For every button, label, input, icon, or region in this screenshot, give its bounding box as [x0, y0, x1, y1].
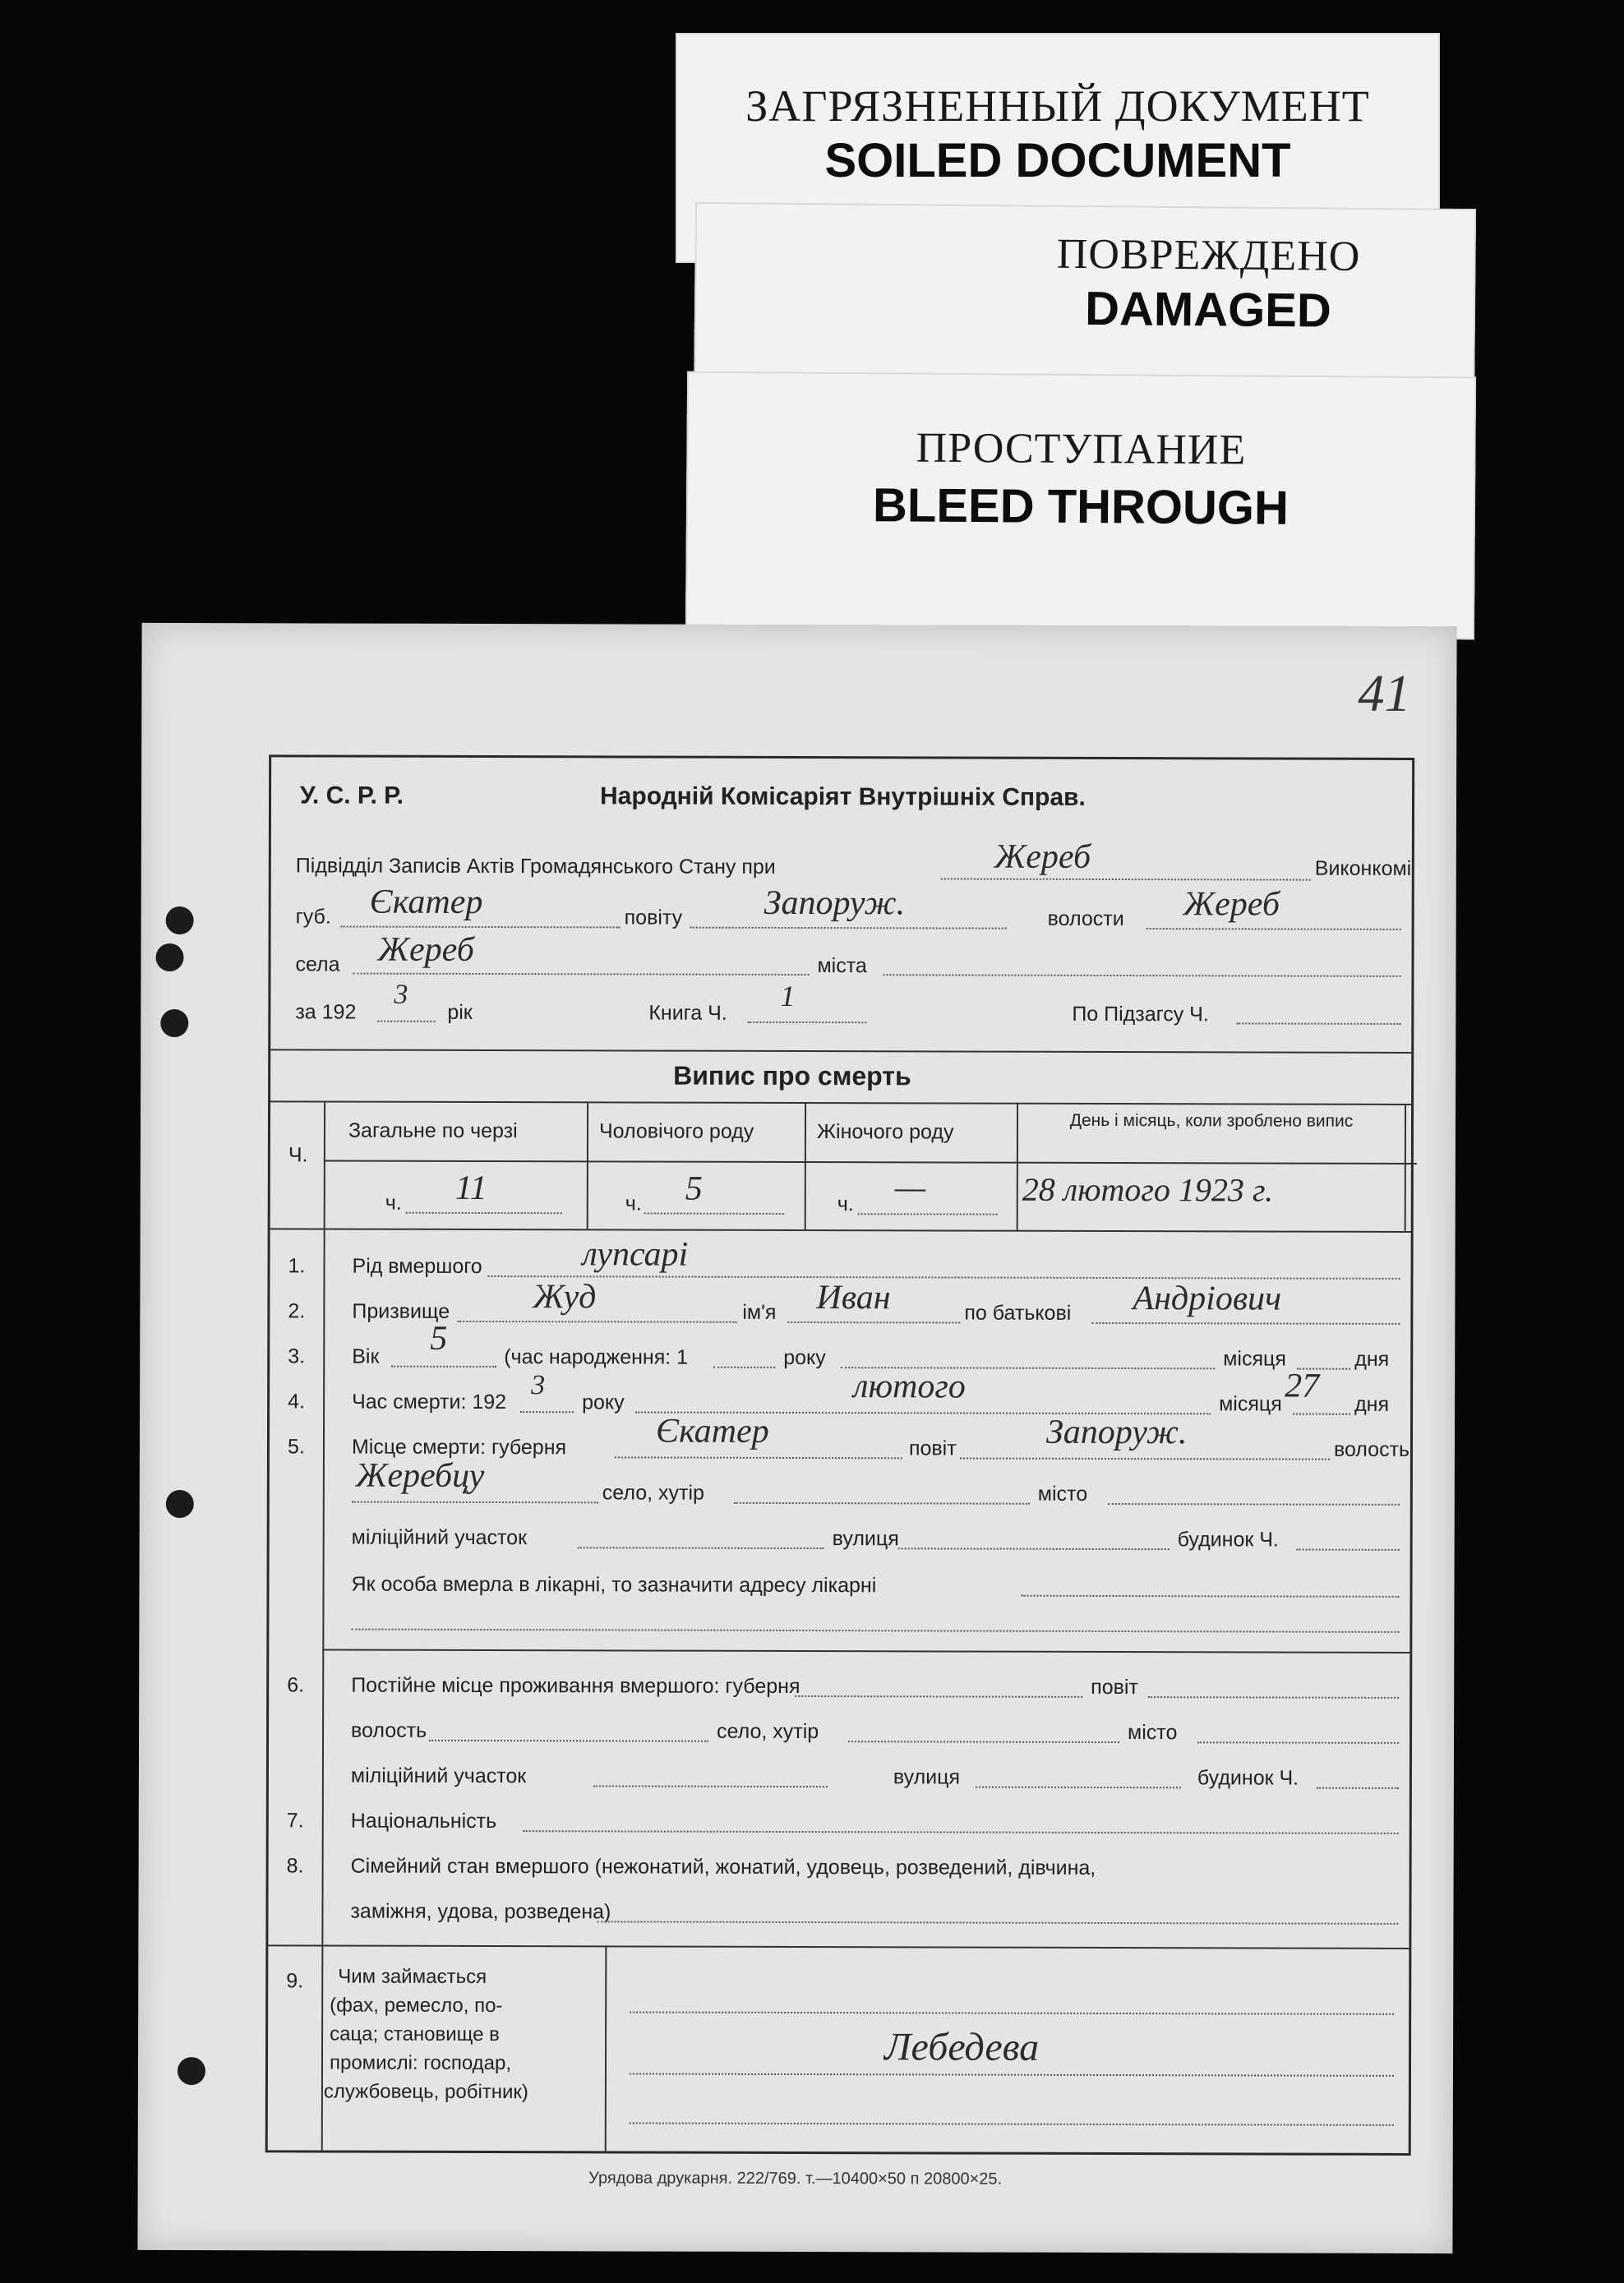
row1-label: Рід вмершого [352, 1254, 482, 1278]
misto-label: місто [1037, 1482, 1088, 1506]
name-label: ім'я [742, 1300, 777, 1324]
name-value: Иван [816, 1279, 891, 1317]
residence-militia-label: міліційний участок [350, 1764, 527, 1788]
book-label: Книга Ч. [648, 1001, 727, 1025]
row-number: 4. [288, 1390, 306, 1414]
birth-year-label: року [783, 1345, 826, 1370]
subdept-label: Підвідділ Записів Актів Громадянського Стану при [295, 854, 776, 879]
volost-label: волости [1047, 906, 1124, 931]
row-number: 7. [286, 1809, 304, 1833]
residence-povit-label: повіт [1091, 1675, 1138, 1700]
punch-hole [160, 1009, 188, 1037]
page-number: 41 [1358, 663, 1411, 722]
death-volost-label: волость [1333, 1437, 1410, 1461]
death-povit-label: повіт [908, 1437, 957, 1460]
v1-label: ч. [385, 1191, 402, 1215]
row-number: 3. [288, 1344, 306, 1368]
marital-status-label-2: заміжня, удова, розведена) [350, 1899, 611, 1924]
residence-misto-label: місто [1128, 1721, 1178, 1745]
age-value: 5 [430, 1319, 448, 1358]
death-place-label: Місце смерти: губерня [351, 1435, 567, 1460]
death-month-value: лютого [853, 1367, 966, 1406]
birth-label: (час народження: 1 [504, 1345, 689, 1369]
surname-label: Призвище [352, 1299, 450, 1323]
death-day-label: дня [1354, 1392, 1390, 1416]
row-number: 6. [287, 1673, 305, 1697]
death-day-value: 27 [1285, 1367, 1320, 1405]
v3-label: ч. [837, 1192, 854, 1216]
house-label: будинок Ч. [1177, 1528, 1279, 1552]
col-female: Жіночого роду [816, 1120, 954, 1144]
volost-value: Жереб [1183, 885, 1280, 924]
surname-value: Жуд [533, 1278, 597, 1317]
occupation-label-3: саца; становище в [330, 2022, 500, 2046]
commissariat-header: Народній Комісаріят Внутрішніх Справ. [600, 782, 1086, 811]
year-value: 3 [394, 979, 408, 1010]
povit-value: Запоруж. [764, 883, 906, 923]
residence-street-label: вулиця [893, 1765, 961, 1789]
col-date: День і місяць, коли зроблено випис [1069, 1110, 1354, 1131]
residence-label: Постійне місце проживання вмершого: губерня [351, 1673, 800, 1699]
document-title: Випис про смерть [673, 1060, 911, 1091]
col-general: Загальне по черзі [348, 1118, 518, 1143]
residence-volost-label: волость [351, 1718, 427, 1742]
row-number: 8. [286, 1854, 304, 1878]
patronymic-label: по батькові [964, 1301, 1072, 1325]
bleed-through-label [685, 371, 1476, 640]
birth-day-label: дня [1354, 1347, 1390, 1371]
punch-hole [166, 906, 194, 934]
v1-value: 11 [454, 1169, 487, 1208]
hospital-label: Як особа вмерла в лікарні, то зазначити адресу лікарні [351, 1572, 877, 1598]
col-male: Чоловічого роду [598, 1119, 754, 1143]
v4-value: 28 лютого 1923 г. [1022, 1170, 1274, 1209]
occupation-label-5: службовець, робітник) [323, 2080, 528, 2104]
punch-hole [166, 1490, 194, 1518]
death-month-label: місяця [1219, 1392, 1282, 1416]
year-label: за 192 [295, 1000, 357, 1024]
marital-status-label: Сімейний стан вмершого (нежонатий, жонатий, удовець, розведений, дівчина, [350, 1854, 1096, 1879]
death-year-value: 3 [531, 1370, 546, 1401]
v3-value: — [894, 1169, 926, 1207]
executive-committee-value: Жереб [994, 837, 1091, 876]
book-value: 1 [780, 979, 796, 1012]
row-number: 9. [286, 1969, 304, 1993]
vykonkom-label: Виконкомі [1314, 856, 1412, 880]
age-label: Вік [352, 1344, 380, 1368]
punch-hole [155, 943, 183, 971]
gub-value: Єкатер [369, 883, 483, 921]
death-povit-value: Запоруж. [1045, 1413, 1188, 1452]
residence-selo-label: село, хутір [717, 1719, 819, 1744]
row1-value: лупсарі [582, 1235, 689, 1274]
form-frame [265, 754, 1414, 2156]
patronymic-value: Андріович [1133, 1280, 1282, 1318]
street-label: вулиця [832, 1527, 899, 1551]
label-ru: ЗАГРЯЗНЕННЫЙ ДОКУМЕНТ [745, 81, 1370, 131]
birth-month-label: місяця [1223, 1347, 1286, 1371]
printer-note: Урядова друкарня. 222/769. т.—10400×50 п 20800×25. [588, 2169, 1003, 2188]
ussr-header: У. С. Р. Р. [300, 782, 404, 809]
occupation-label-4: промислі: господар, [329, 2051, 512, 2075]
rik-label: рік [447, 1000, 473, 1024]
signature: Лебедева [884, 2025, 1040, 2069]
death-gub-value: Єкатер [655, 1412, 769, 1451]
death-record-document [137, 623, 1456, 2253]
v2-value: 5 [685, 1169, 703, 1208]
label-ru: ПОВРЕЖДЕНО [1056, 230, 1361, 280]
death-time-label: Час смерти: 192 [352, 1390, 507, 1414]
militia-label: міліційний участок [351, 1525, 528, 1550]
death-year-label: року [582, 1391, 625, 1414]
sela-value: Жереб [377, 930, 474, 969]
gub-label: губ. [295, 905, 331, 929]
povit-label: повіту [624, 906, 683, 929]
row-number: 2. [288, 1299, 306, 1323]
label-en: SOILED DOCUMENT [824, 134, 1291, 187]
selo-label: село, хутір [602, 1481, 705, 1505]
death-selo-value: Жеребцу [355, 1456, 485, 1496]
ch-header: Ч. [288, 1143, 308, 1167]
mista-label: міста [817, 954, 867, 978]
row-number: 5. [287, 1435, 305, 1459]
label-en: BLEED THROUGH [872, 478, 1290, 535]
nationality-label: Національність [350, 1809, 497, 1833]
residence-house-label: будинок Ч. [1197, 1766, 1299, 1790]
sela-label: села [295, 952, 340, 976]
occupation-label-1: Чим займається [338, 1965, 487, 1989]
occupation-label-2: (фах, ремесло, по- [330, 1994, 503, 2018]
row-number: 1. [288, 1254, 306, 1278]
podzag-label: По Підзагсу Ч. [1072, 1002, 1209, 1026]
label-ru: ПРОСТУПАНИЕ [916, 424, 1247, 474]
label-en: DAMAGED [1084, 282, 1332, 338]
v2-label: ч. [625, 1192, 642, 1215]
punch-hole [178, 2057, 205, 2085]
